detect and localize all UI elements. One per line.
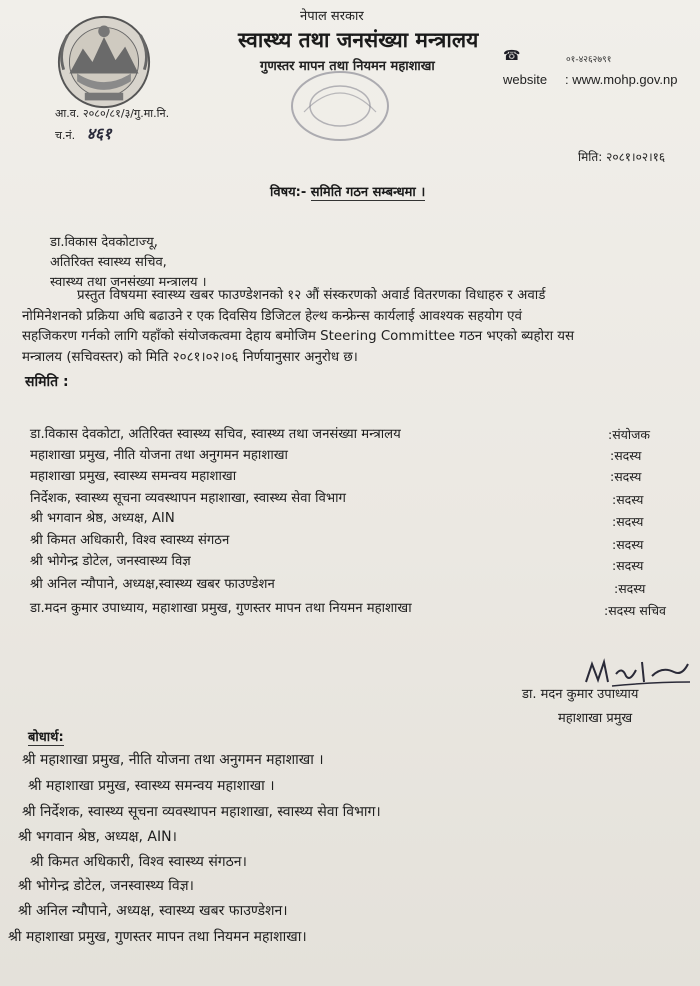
website-link[interactable]: : www.mohp.gov.np <box>565 72 678 87</box>
nepal-emblem-logo <box>55 14 153 110</box>
addressee-line: स्वास्थ्य तथा जनसंख्या मन्त्रालय । <box>50 275 207 290</box>
committee-member-role: :सदस्य <box>614 581 646 596</box>
cc-heading: बोधार्थ: <box>28 727 64 746</box>
cc-list-item: श्री महाशाखा प्रमुख, नीति योजना तथा अनुगमन महाशाखा । <box>22 752 324 768</box>
committee-heading: समिति : <box>25 374 69 390</box>
cc-list-item: श्री महाशाखा प्रमुख, गुणस्तर मापन तथा नियमन महाशाखा। <box>8 929 307 945</box>
cc-list-item: श्री भोगेन्द्र डोटेल, जनस्वास्थ्य विज्ञ। <box>18 878 194 894</box>
subject-line <box>270 182 425 200</box>
committee-member-name: डा.विकास देवकोटा, अतिरिक्त स्वास्थ्य सचिव, स्वास्थ्य तथा जनसंख्या मन्त्रालय <box>30 427 401 442</box>
website-label: website <box>503 72 548 87</box>
committee-member-role: :सदस्य सचिव <box>604 603 666 618</box>
body-paragraph <box>22 286 687 368</box>
body-line: सहजिकरण गर्नको लागि यहाँको संयोजकत्वमा देहाय बमोजिम Steering Committee गठन भएको ब्यहोरा यस <box>22 329 575 344</box>
committee-member-role: :सदस्य <box>612 492 644 507</box>
signatory-name: डा. मदन कुमार उपाध्याय <box>522 687 639 702</box>
committee-member-name: डा.मदन कुमार उपाध्याय, महाशाखा प्रमुख, गुणस्तर मापन तथा नियमन महाशाखा <box>30 601 412 616</box>
government-name: नेपाल सरकार <box>300 9 364 24</box>
committee-member-name: महाशाखा प्रमुख, स्वास्थ्य समन्वय महाशाखा <box>30 469 237 484</box>
committee-member-name: निर्देशक, स्वास्थ्य सूचना व्यवस्थापन महाशाखा, स्वास्थ्य सेवा विभाग <box>30 491 346 506</box>
cc-list-item: श्री महाशाखा प्रमुख, स्वास्थ्य समन्वय महाशाखा । <box>28 778 275 794</box>
committee-member-role: :संयोजक <box>608 427 651 442</box>
committee-member-name: श्री किमत अधिकारी, विश्व स्वास्थ्य संगठन <box>30 533 230 548</box>
phone-icon: ☎ <box>503 48 521 64</box>
cc-list-item: श्री निर्देशक, स्वास्थ्य सूचना व्यवस्थापन महाशाखा, स्वास्थ्य सेवा विभाग। <box>22 804 381 820</box>
ministry-name: स्वास्थ्य तथा जनसंख्या मन्त्रालय <box>238 28 479 52</box>
dispatch-number: ४६१ <box>86 124 112 143</box>
addressee-line: डा.विकास देवकोटाज्यू, <box>50 235 158 250</box>
addressee-line: अतिरिक्त स्वास्थ्य सचिव, <box>50 255 167 270</box>
committee-member-name: महाशाखा प्रमुख, नीति योजना तथा अनुगमन महाशाखा <box>30 448 288 463</box>
body-line: प्रस्तुत विषयमा स्वास्थ्य खबर फाउण्डेशनको १२ औं संस्करणको अवार्ड वितरणका विधाहरु र अवार्ड <box>77 288 546 303</box>
committee-member-role: :सदस्य <box>610 448 642 463</box>
committee-member-role: :सदस्य <box>610 469 642 484</box>
subject-label: विषय:- <box>270 185 307 200</box>
committee-member-name: श्री भोगेन्द्र डोटेल, जनस्वास्थ्य विज्ञ <box>30 554 191 569</box>
phone-number: ०१-४२६२७९१ <box>566 55 612 65</box>
fiscal-reference: आ.व. २०८०/८१/३/गु.मा.नि. <box>55 107 170 120</box>
cc-list-item: श्री अनिल न्यौपाने, अध्यक्ष, स्वास्थ्य खबर फाउण्डेशन। <box>18 903 288 919</box>
signatory-title: महाशाखा प्रमुख <box>558 711 633 726</box>
cc-list-item: श्री किमत अधिकारी, विश्व स्वास्थ्य संगठन। <box>30 854 247 870</box>
cc-list-item: श्री भगवान श्रेष्ठ, अध्यक्ष, AIN। <box>18 829 177 845</box>
letter-date: मिति: २०८१।०२।१६ <box>578 150 666 164</box>
dispatch-label: च.नं. <box>55 129 76 142</box>
committee-member-name: श्री अनिल न्यौपाने, अध्यक्ष,स्वास्थ्य खबर फाउण्डेशन <box>30 577 275 592</box>
committee-member-role: :सदस्य <box>612 537 644 552</box>
body-line: नोमिनेशनको प्रक्रिया अघि बढाउने र एक दिवसिय डिजिटल हेल्थ कन्फ्रेन्स कार्यलाई आवश्यक सहयोग एवं <box>22 308 522 324</box>
committee-member-name: श्री भगवान श्रेष्ठ, अध्यक्ष, AIN <box>30 511 175 526</box>
office-stamp <box>288 68 392 144</box>
body-line: मन्त्रालय (सचिवस्तर) को मिति २०८१।०२।०६ निर्णयानुसार अनुरोध छ। <box>22 349 358 365</box>
committee-member-role: :सदस्य <box>612 558 644 573</box>
committee-member-role: :सदस्य <box>612 514 644 529</box>
dispatch-reference <box>55 122 112 144</box>
subject-text: समिति गठन सम्बन्धमा । <box>310 185 426 200</box>
division-name: गुणस्तर मापन तथा नियमन महाशाखा <box>260 59 435 74</box>
